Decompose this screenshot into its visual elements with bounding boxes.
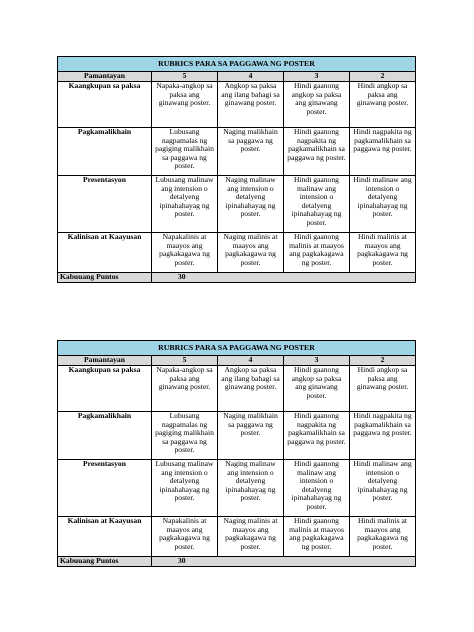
total-label: Kabuuang Puntos: [58, 273, 152, 283]
table-row: [58, 460, 416, 517]
rubric-cell: Angkop sa paksa ang ilang bahagi sa ginawang poster.: [218, 366, 284, 412]
column-header: 3: [284, 356, 350, 366]
rubric-cell: Hindi gaanong malinis at maayos ang pagkakagawa ng poster.: [284, 233, 350, 273]
rubric-cell: Hindi gaanong malinaw ang intension o detalyeng ipinahahayag ng poster.: [284, 176, 350, 233]
column-header: 4: [218, 356, 284, 366]
table-row: [58, 176, 416, 233]
table-row: [58, 517, 416, 557]
table-title: RUBRICS PARA SA PAGGAWA NG POSTER: [58, 341, 416, 356]
rubric-cell: Lubusang nagpamalas ng pagiging malikhain sa paggawa ng poster.: [152, 128, 218, 176]
rubric-cell: Hindi gaanong malinis at maayos ang pagkakagawa ng poster.: [284, 517, 350, 557]
rubric-cell: Hindi angkop sa paksa ang ginawang poster.: [350, 82, 416, 128]
rubric-cell: Napakalinis at maayos ang pagkakagawa ng poster.: [152, 517, 218, 557]
criterion-cell: Pagkamalikhain: [58, 412, 152, 460]
rubric-cell: Naging malinis at maayos ang pagkakagawa ng poster.: [218, 233, 284, 273]
rubric-table: [57, 56, 416, 283]
rubric-cell: Naging malinaw ang intension o detalyeng ipinahahayag ng poster.: [218, 460, 284, 517]
rubric-cell: Napaka-angkop sa paksa ang ginawang poster.: [152, 82, 218, 128]
rubric-cell: Lubusang malinaw ang intension o detalyeng ipinahahayag ng poster.: [152, 176, 218, 233]
total-label: Kabuuang Puntos: [58, 557, 152, 567]
rubric-cell: Naging malinaw ang intension o detalyeng ipinahahayag ng poster.: [218, 176, 284, 233]
rubric-cell: Hindi malinaw ang intension o detalyeng ipinahahayag ng poster.: [350, 176, 416, 233]
table-title: RUBRICS PARA SA PAGGAWA NG POSTER: [58, 57, 416, 72]
table-row: [58, 233, 416, 273]
table-row: [58, 82, 416, 128]
criterion-cell: Presentasyon: [58, 460, 152, 517]
rubric-cell: Naging malikhain sa paggawa ng poster.: [218, 128, 284, 176]
rubric-cell: Hindi malinis at maayos ang pagkakagawa ng poster.: [350, 517, 416, 557]
rubric-cell: Lubusang nagpamalas ng pagiging malikhain sa paggawa ng poster.: [152, 412, 218, 460]
column-header: 2: [350, 356, 416, 366]
column-header: 3: [284, 72, 350, 82]
table-row: [58, 412, 416, 460]
criterion-cell: Presentasyon: [58, 176, 152, 233]
rubric-cell: Hindi gaanong angkop sa paksa ang ginawang poster.: [284, 82, 350, 128]
rubric-cell: Naging malikhain sa paggawa ng poster.: [218, 412, 284, 460]
column-header: 2: [350, 72, 416, 82]
rubric-cell: Hindi gaanong nagpakita ng pagkamalikhain sa paggawa ng poster.: [284, 412, 350, 460]
rubric-cell: Lubusang malinaw ang intension o detalyeng ipinahahayag ng poster.: [152, 460, 218, 517]
rubric-cell: Hindi malinis at maayos ang pagkakagawa ng poster.: [350, 233, 416, 273]
rubric-cell: Hindi gaanong angkop sa paksa ang ginawang poster.: [284, 366, 350, 412]
criterion-cell: Kaangkupan sa paksa: [58, 366, 152, 412]
rubric-cell: Hindi angkop sa paksa ang ginawang poster.: [350, 366, 416, 412]
rubric-cell: Napaka-angkop sa paksa ang ginawang poster.: [152, 366, 218, 412]
criterion-cell: Kalinisan at Kaayusan: [58, 517, 152, 557]
rubric-cell: Hindi nagpakita ng pagkamalikhain sa paggawa ng poster.: [350, 412, 416, 460]
rubric-cell: Napakalinis at maayos ang pagkakagawa ng poster.: [152, 233, 218, 273]
total-value: 30: [152, 273, 416, 283]
rubric-cell: Hindi gaanong nagpakita ng pagkamalikhain sa paggawa ng poster.: [284, 128, 350, 176]
table-row: [58, 128, 416, 176]
rubric-cell: Hindi malinaw ang intension o detalyeng ipinahahayag ng poster.: [350, 460, 416, 517]
total-value: 30: [152, 557, 416, 567]
column-header: 4: [218, 72, 284, 82]
rubric-cell: Hindi nagpakita ng pagkamalikhain sa paggawa ng poster.: [350, 128, 416, 176]
total-row: [58, 557, 416, 567]
criterion-cell: Kalinisan at Kaayusan: [58, 233, 152, 273]
column-header: 5: [152, 356, 218, 366]
table-row: [58, 366, 416, 412]
column-header: 5: [152, 72, 218, 82]
rubric-cell: Hindi gaanong malinaw ang intension o detalyeng ipinahahayag ng poster.: [284, 460, 350, 517]
column-header: Pamantayan: [58, 356, 152, 366]
criterion-cell: Pagkamalikhain: [58, 128, 152, 176]
total-row: [58, 273, 416, 283]
header-row: [58, 72, 416, 82]
rubric-cell: Angkop sa paksa ang ilang bahagi sa ginawang poster.: [218, 82, 284, 128]
criterion-cell: Kaangkupan sa paksa: [58, 82, 152, 128]
header-row: [58, 356, 416, 366]
rubric-cell: Naging malinis at maayos ang pagkakagawa ng poster.: [218, 517, 284, 557]
column-header: Pamantayan: [58, 72, 152, 82]
rubric-table: [57, 340, 416, 567]
